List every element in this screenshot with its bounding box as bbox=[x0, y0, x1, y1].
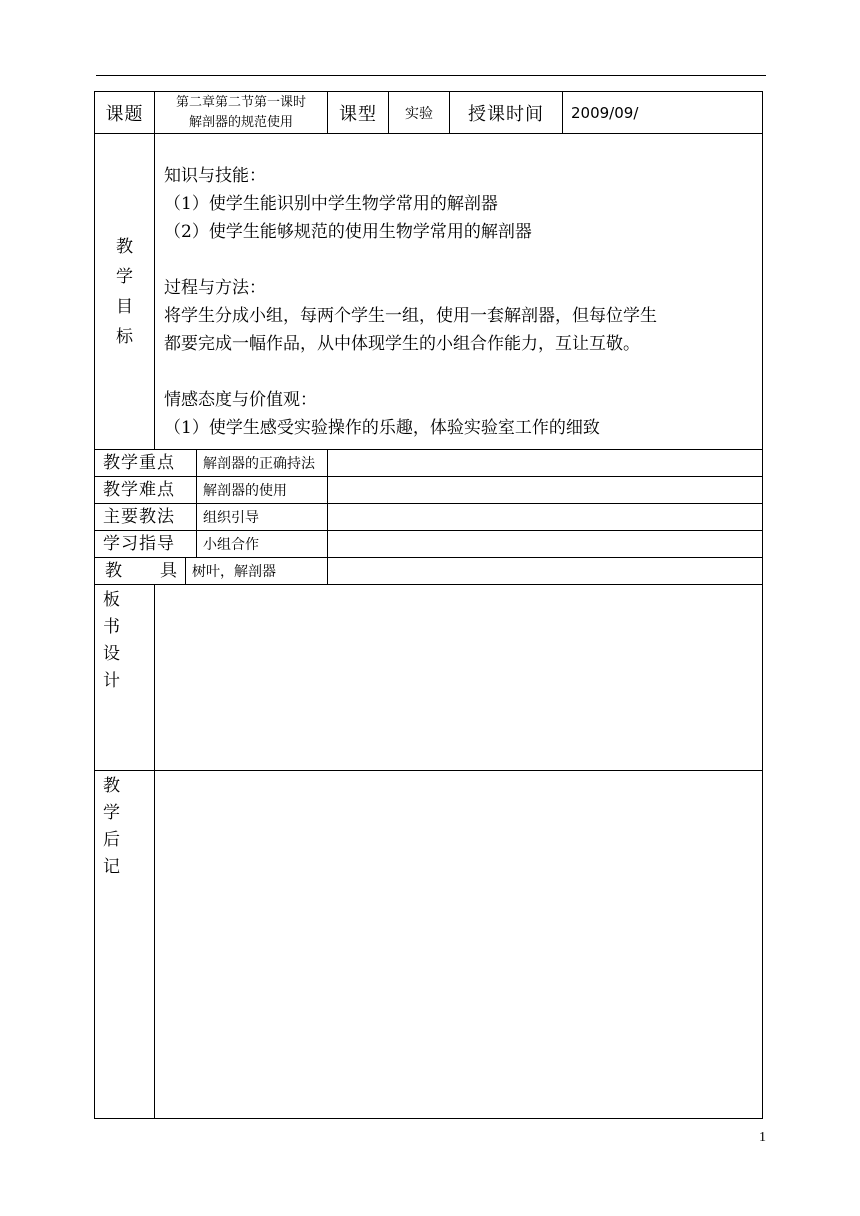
process-title: 过程与方法： bbox=[164, 278, 266, 298]
process-line: 将学生分成小组，每两个学生一组，使用一套解剖器，但每位学生 bbox=[164, 306, 657, 326]
objectives-content bbox=[155, 134, 763, 450]
difficulty-value: 解剖器的使用 bbox=[203, 483, 287, 499]
method-label: 主要教法 bbox=[95, 504, 197, 530]
tools-label-char: 具 bbox=[160, 561, 177, 581]
key-point-label: 教学重点 bbox=[95, 450, 197, 476]
guidance-value: 小组合作 bbox=[203, 537, 259, 553]
knowledge-title: 知识与技能： bbox=[164, 166, 266, 186]
info-row bbox=[95, 477, 763, 504]
reflection-label-char: 学 bbox=[103, 803, 120, 823]
topic-value bbox=[155, 92, 328, 134]
lesson-plan-table bbox=[94, 91, 763, 1119]
objectives-label bbox=[95, 134, 155, 450]
method-value: 组织引导 bbox=[203, 510, 259, 526]
time-value: 2009/09/ bbox=[563, 92, 763, 134]
topic-line-1: 第二章第二节第一课时 bbox=[175, 94, 306, 110]
board-design-row bbox=[95, 585, 763, 771]
info-row bbox=[95, 531, 763, 558]
objectives-label-char: 教 bbox=[116, 236, 133, 257]
key-point-value: 解剖器的正确持法 bbox=[203, 456, 315, 472]
reflection-label bbox=[95, 771, 155, 1119]
objectives-label-char: 目 bbox=[116, 296, 133, 317]
reflection-label-char: 教 bbox=[103, 776, 120, 796]
info-row bbox=[95, 450, 763, 477]
tools-value: 树叶，解剖器 bbox=[192, 564, 276, 580]
info-row bbox=[95, 504, 763, 531]
tools-row bbox=[95, 558, 763, 585]
header-row bbox=[95, 92, 763, 134]
emotion-title: 情感态度与价值观： bbox=[164, 390, 317, 410]
process-line: 都要完成一幅作品，从中体现学生的小组合作能力，互让互敬。 bbox=[164, 334, 640, 354]
type-value: 实验 bbox=[389, 92, 450, 134]
board-label-char: 计 bbox=[103, 671, 120, 691]
tools-label-char: 教 bbox=[105, 561, 122, 581]
board-design-label bbox=[95, 585, 155, 771]
time-label: 授课时间 bbox=[450, 92, 563, 134]
page-number: 1 bbox=[759, 1130, 766, 1145]
board-label-char: 板 bbox=[103, 590, 120, 610]
reflection-row bbox=[95, 771, 763, 1119]
tools-label bbox=[95, 558, 186, 584]
objectives-label-char: 标 bbox=[116, 326, 133, 347]
emotion-item: （1）使学生感受实验操作的乐趣，体验实验室工作的细致 bbox=[164, 418, 600, 438]
board-design-content bbox=[155, 585, 763, 771]
topic-line-2: 解剖器的规范使用 bbox=[188, 114, 293, 130]
knowledge-item: （2）使学生能够规范的使用生物学常用的解剖器 bbox=[164, 222, 532, 242]
type-label: 课型 bbox=[328, 92, 389, 134]
reflection-label-char: 后 bbox=[103, 830, 120, 850]
reflection-content bbox=[155, 771, 763, 1119]
objectives-row bbox=[95, 134, 763, 450]
board-label-char: 书 bbox=[103, 617, 120, 637]
objectives-label-char: 学 bbox=[116, 266, 133, 287]
difficulty-label: 教学难点 bbox=[95, 477, 197, 503]
board-label-char: 设 bbox=[103, 644, 120, 664]
reflection-label-char: 记 bbox=[103, 857, 120, 877]
guidance-label: 学习指导 bbox=[95, 531, 197, 557]
header-rule bbox=[96, 75, 766, 76]
knowledge-item: （1）使学生能识别中学生物学常用的解剖器 bbox=[164, 194, 498, 214]
topic-label: 课题 bbox=[95, 92, 155, 134]
